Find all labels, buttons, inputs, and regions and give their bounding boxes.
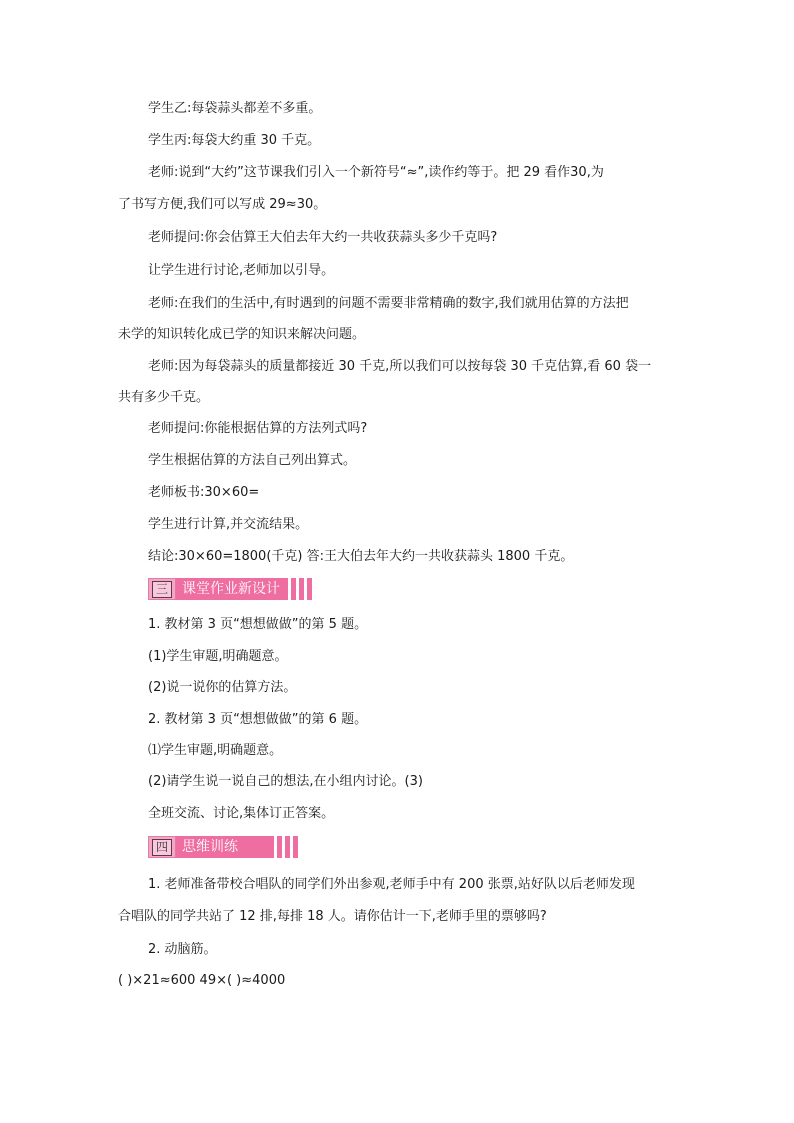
section-number	[148, 578, 176, 600]
section-number-label: 三	[152, 581, 172, 598]
section-stripes	[274, 836, 298, 858]
section-header-4	[148, 836, 298, 858]
text-line: 老师:因为每袋蒜头的质量都接近 30 千克,所以我们可以按每袋 30 千克估算,看 60 袋一	[148, 359, 652, 374]
text-line: 学生根据估算的方法自己列出算式。	[148, 453, 357, 468]
text-line: 老师板书:30×60=	[148, 485, 260, 500]
text-line: 未学的知识转化成已学的知识来解决问题。	[118, 327, 366, 342]
text-line: 老师提问:你能根据估算的方法列式吗?	[148, 421, 368, 436]
section-number	[148, 836, 176, 858]
text-line: 学生乙:每袋蒜头都差不多重。	[148, 101, 322, 116]
text-line: 结论:30×60=1800(千克) 答:王大伯去年大约一共收获蒜头 1800 千克。	[148, 549, 574, 564]
text-line: 老师提问:你会估算王大伯去年大约一共收获蒜头多少千克吗?	[148, 230, 498, 245]
text-line: (2)请学生说一说自己的想法,在小组内讨论。(3)	[148, 774, 423, 789]
section-title: 课堂作业新设计	[176, 578, 288, 600]
text-line: 2. 教材第 3 页“想想做做”的第 6 题。	[148, 712, 368, 727]
text-line: ⑴学生审题,明确题意。	[148, 743, 283, 758]
section-title: 思维训练	[176, 836, 274, 858]
text-line: ( )×21≈600 49×( )≈4000	[118, 973, 286, 988]
text-line: 1. 老师准备带校合唱队的同学们外出参观,老师手中有 200 张票,站好队以后老师发现	[148, 877, 635, 892]
section-number-label: 四	[152, 839, 172, 856]
text-line: 2. 动脑筋。	[148, 942, 217, 957]
text-line: 老师:说到“大约”这节课我们引入一个新符号“≈”,读作约等于。把 29 看作30,为	[148, 165, 604, 180]
section-header-3	[148, 578, 312, 600]
text-line: 合唱队的同学共站了 12 排,每排 18 人。请你估计一下,老师手里的票够吗?	[118, 909, 547, 924]
text-line: 学生丙:每袋大约重 30 千克。	[148, 133, 321, 148]
text-line: 老师:在我们的生活中,有时遇到的问题不需要非常精确的数字,我们就用估算的方法把	[148, 296, 629, 311]
text-line: 1. 教材第 3 页“想想做做”的第 5 题。	[148, 617, 368, 632]
text-line: 共有多少千克。	[118, 390, 210, 405]
text-line: (2)说一说你的估算方法。	[148, 680, 297, 695]
text-line: 让学生进行讨论,老师加以引导。	[148, 263, 335, 278]
text-line: 学生进行计算,并交流结果。	[148, 517, 309, 532]
text-line: 全班交流、讨论,集体订正答案。	[148, 806, 335, 821]
text-line: 了书写方便,我们可以写成 29≈30。	[118, 197, 327, 212]
text-line: (1)学生审题,明确题意。	[148, 649, 288, 664]
section-stripes	[288, 578, 312, 600]
